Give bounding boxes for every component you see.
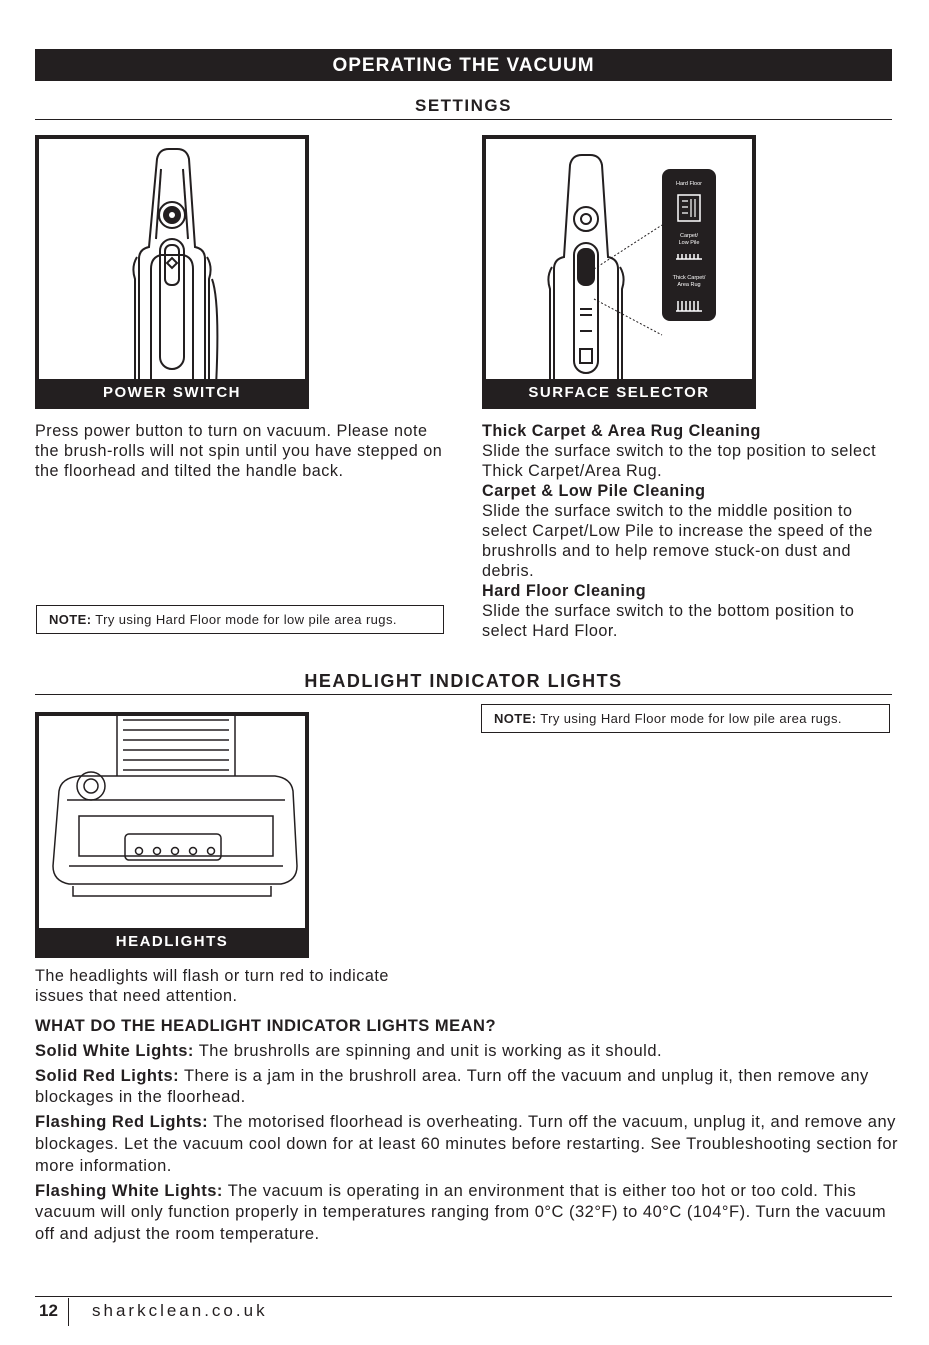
hard-floor-heading: Hard Floor Cleaning [482,582,647,600]
list-item [35,1112,905,1177]
list-item [35,1041,905,1063]
item-label: Solid White Lights: [35,1041,194,1060]
callout-carpet-line2: Low Pile [678,240,700,246]
callout-hard-floor: Hard Floor [676,181,702,187]
carpet-low-pile-text: Slide the surface switch to the middle position to select Carpet/Low Pile to increase the speed of the brushrolls and to help remove stuck-on dust and debris. [482,502,873,580]
vacuum-handle-illustration [39,139,305,405]
headlights-figure [35,712,309,958]
website-link[interactable]: sharkclean.co.uk [92,1301,268,1320]
item-text: The motorised floorhead is overheating. Turn off the vacuum, unplug it, and remove any blockages. Let the vacuum cool down for at least 60 minutes before restarting. See Troubleshooting section for more information. [35,1113,899,1175]
item-text: There is a jam in the brushroll area. Turn off the vacuum and unplug it, then remove any blockages in the floorhead. [35,1066,869,1107]
list-item [35,1066,905,1110]
item-text: The brushrolls are spinning and unit is working as it should. [198,1041,663,1060]
headlights-caption: HEADLIGHTS [39,928,305,954]
surface-selector-description [482,421,897,641]
footer-separator [68,1298,69,1326]
headlights-description: The headlights will flash or turn red to indicate issues that need attention. [35,967,389,1005]
item-label: Solid Red Lights: [35,1066,180,1085]
headlight-heading: HEADLIGHT INDICATOR LIGHTS [35,670,892,695]
note-text: Try using Hard Floor mode for low pile area rugs. [540,711,842,726]
callout-carpet-line1: Carpet/ [679,233,699,239]
power-switch-figure [35,135,309,409]
indicator-lights-list [35,1016,905,1249]
callout-thick-line1: Thick Carpet/ [672,275,706,281]
floorhead-illustration [39,716,305,954]
item-text: The vacuum is operating in an environment that is either too hot or too cold. This vacuum will only function properly in temperatures ranging from 0°C (32°F) to 40°C (104°F). Turn the vacuum off and adjust the room temperature. [35,1181,887,1244]
thick-carpet-heading: Thick Carpet & Area Rug Cleaning [482,422,761,440]
page-banner: OPERATING THE VACUUM [35,49,892,81]
power-switch-description: Press power button to turn on vacuum. Please note the brush-rolls will not spin until you have stepped on the floorhead and tilted the handle back. [35,422,443,480]
item-label: Flashing White Lights: [35,1181,223,1200]
note-label: NOTE: [49,612,92,627]
list-item [35,1181,905,1246]
note-box [36,605,444,634]
callout-thick-line2: Area Rug [677,282,701,288]
carpet-low-pile-heading: Carpet & Low Pile Cleaning [482,482,706,500]
indicator-question: WHAT DO THE HEADLIGHT INDICATOR LIGHTS MEAN? [35,1017,497,1035]
footer-divider [35,1296,892,1297]
power-switch-caption: POWER SWITCH [39,379,305,405]
note-text: Try using Hard Floor mode for low pile area rugs. [95,612,397,627]
surface-selector-figure [482,135,756,409]
hard-floor-text: Slide the surface switch to the bottom position to select Hard Floor. [482,602,855,640]
thick-carpet-text: Slide the surface switch to the top position to select Thick Carpet/Area Rug. [482,442,877,480]
note-label: NOTE: [494,711,537,726]
note-box [481,704,890,733]
page-number: 12 [39,1301,58,1320]
surface-selector-caption: SURFACE SELECTOR [486,379,752,405]
item-label: Flashing Red Lights: [35,1113,209,1132]
surface-selector-illustration [486,139,752,405]
settings-heading: SETTINGS [35,95,892,120]
